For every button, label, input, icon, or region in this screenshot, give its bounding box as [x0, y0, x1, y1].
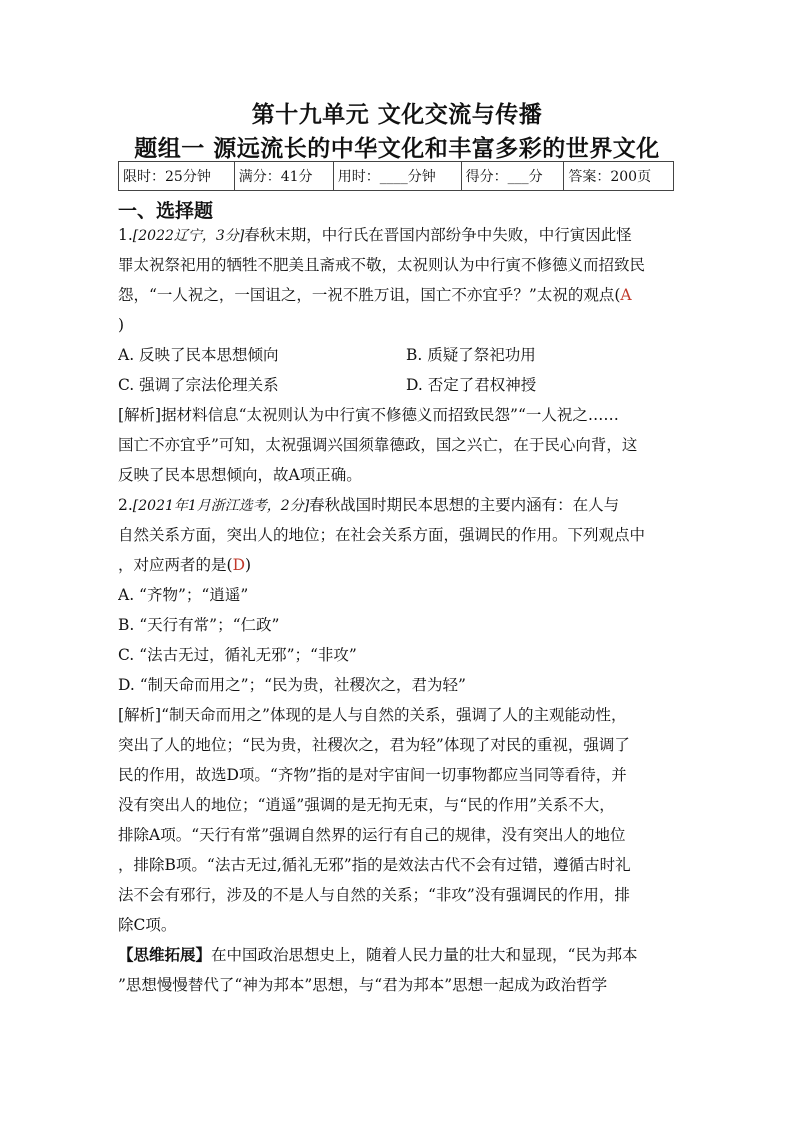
option-a: A. 反映了民本思想倾向 [118, 346, 279, 364]
info-table [118, 161, 674, 191]
explanation: [解析]据材料信息“太祝则认为中行寅不修德义而招致民怨”“一人祝之…… [118, 406, 619, 424]
question-source: [2022辽宁，3分] [132, 228, 245, 244]
option-c: C. “法古无过，循礼无邪”；“非攻” [118, 646, 357, 664]
question-source: [2021年1月浙江选考，2分] [132, 498, 310, 514]
option-a: A. “齐物”；“逍遥” [118, 586, 249, 604]
option-c: C. 强调了宗法伦理关系 [118, 376, 279, 394]
time-limit-cell: 限时：25分钟 [119, 162, 235, 191]
answer-page-cell: 答案：200页 [564, 162, 674, 191]
explanation: [解析]“制天命而用之”体现的是人与自然的关系，强调了人的主观能动性， [118, 706, 627, 724]
group-title: 题组一 源远流长的中华文化和丰富多彩的世界文化 [134, 135, 660, 162]
answer-mark: D [232, 556, 245, 574]
option-d: D. “制天命而用之”；“民为贵，社稷次之，君为轻” [118, 676, 466, 694]
question-1: 1.[2022辽宁，3分]春秋末期，中行氏在晋国内部纷争中失败，中行寅因此怪 罪太祝祭祀用的牺牲不肥美且斋戒不敬，太祝则认为中行寅不修德义而招致民 怨，“一人祝之，一国诅之，一祝不胜万诅，国亡不亦宜乎？”太祝的观点(A ) A. 反映了民本思想倾向 B. 质疑了祭祀功用 C. 强调了宗法伦理关系 D. 否定了君权神授 [解析]据材料信息“太祝则认为中行寅不修德义而招致民怨”“一人祝之…… 国亡不亦宜乎”可知，太祝强调兴国须靠德政，国之兴亡，在于民心向背，这 反映了民本思想倾向，故A项正确。 [118, 220, 678, 490]
option-b: B. “天行有常”；“仁政” [118, 616, 280, 634]
section-heading: 一、选择题 [118, 200, 214, 222]
option-d: D. 否定了君权神授 [406, 376, 537, 394]
thinking-extension: 【思维拓展】在中国政治思想史上，随着人民力量的壮大和显现，“民为邦本 ”思想慢慢替代了“神为邦本”思想，与“君为邦本”思想一起成为政治哲学 [118, 945, 638, 994]
option-b: B. 质疑了祭祀功用 [406, 346, 536, 364]
extension-label: 【思维拓展】 [118, 945, 212, 964]
time-used-cell: 用时：____分钟 [333, 162, 461, 191]
answer-mark: A [620, 286, 632, 304]
question-2: 2.[2021年1月浙江选考，2分]春秋战国时期民本思想的主要内涵有：在人与 自然关系方面，突出人的地位；在社会关系方面，强调民的作用。下列观点中 ，对应两者的是(D) A. “齐物”；“逍遥” B. “天行有常”；“仁政” C. “法古无过，循礼无邪”；“非攻” D. “制天命而用之”；“民为贵，社稷次之，君为轻” [解析]“制天命而用之”体现的是人与自然的关系，强调了人的主观能动性， 突出了人的地位；“民为贵，社稷次之，君为轻”体现了对民的重视，强调了 民的作用，故选D项。“齐物”指的是对宇宙间一切事物都应当同等看待，并 没有突出人的地位；“逍遥”强调的是无拘无束，与“民的作用”关系不大， 排除A项。“天行有常”强调自然界的运行有自己的规律，没有突出人的地位 ，排除B项。“法古无过,循礼无邪”指的是效法古代不会有过错，遵循古时礼 法不会有邪行，涉及的不是人与自然的关系；“非攻”没有强调民的作用，排 除C项。 [118, 490, 678, 940]
unit-title: 第十九单元 文化交流与传播 [251, 101, 543, 128]
full-score-cell: 满分：41分 [234, 162, 333, 191]
score-cell: 得分：___分 [461, 162, 564, 191]
